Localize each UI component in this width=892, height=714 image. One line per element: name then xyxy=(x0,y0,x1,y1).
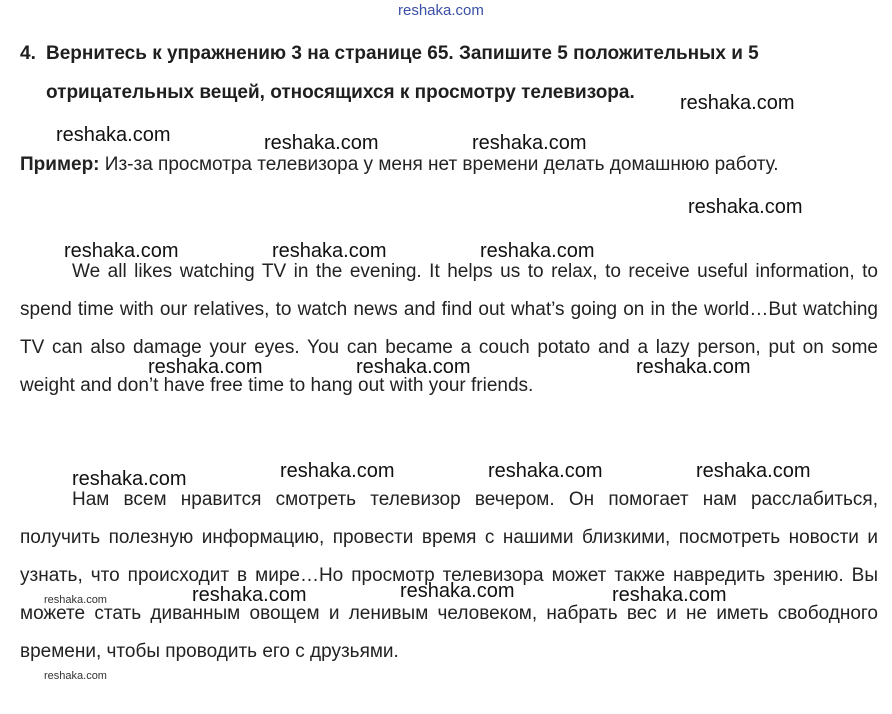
watermark: reshaka.com xyxy=(272,240,387,262)
watermark: reshaka.com xyxy=(680,92,795,114)
example-label: Пример: xyxy=(20,154,100,175)
watermark: reshaka.com xyxy=(480,240,595,262)
example-text: Из-за просмотра телевизора у меня нет времени делать домашнюю работу. xyxy=(104,154,779,175)
answer-russian xyxy=(20,481,878,671)
watermark: reshaka.com xyxy=(688,196,803,218)
watermark: reshaka.com xyxy=(356,356,471,378)
watermark: reshaka.com xyxy=(488,460,603,482)
watermark: reshaka.com xyxy=(264,132,379,154)
watermark: reshaka.com xyxy=(696,460,811,482)
watermark-small: reshaka.com xyxy=(44,670,107,682)
answer-english xyxy=(20,253,878,405)
task-number: 4. xyxy=(20,43,36,64)
watermark: reshaka.com xyxy=(636,356,751,378)
task-line-1: Вернитесь к упражнению 3 на странице 65. Запишите 5 положительных и 5 xyxy=(46,43,759,64)
watermark: reshaka.com xyxy=(64,240,179,262)
answer-russian-text: Нам всем нравится смотреть телевизор вечером. Он помогает нам расслабиться, получить полезную информацию, провести время с нашими близкими, посмотреть новости и узнать, что происходит в мире…Но просмотр телевизора может также навредить зрению. Вы можете стать диванным овощем и ленивым человеком, набрать вес и не иметь свободного времени, чтобы проводить его с друзьями. xyxy=(20,489,878,662)
watermark: reshaka.com xyxy=(280,460,395,482)
example-block xyxy=(20,146,878,184)
watermark: reshaka.com xyxy=(148,356,263,378)
site-watermark-top: reshaka.com xyxy=(398,2,484,19)
watermark: reshaka.com xyxy=(400,580,515,602)
answer-english-text: We all likes watching TV in the evening. It helps us to relax, to receive useful information, to spend time with our relatives, to watch news and find out what’s going on in the world…But watching TV can also damage your eyes. You can became a couch potato and a lazy person, put on some weight and don’t have free time to hang out with your friends. xyxy=(20,261,878,396)
watermark: reshaka.com xyxy=(612,584,727,606)
watermark-small: reshaka.com xyxy=(44,594,107,606)
task-line-2: отрицательных вещей, относящихся к просмотру телевизора. xyxy=(46,82,635,103)
watermark: reshaka.com xyxy=(56,124,171,146)
watermark: reshaka.com xyxy=(192,584,307,606)
watermark: reshaka.com xyxy=(72,468,187,490)
watermark: reshaka.com xyxy=(472,132,587,154)
